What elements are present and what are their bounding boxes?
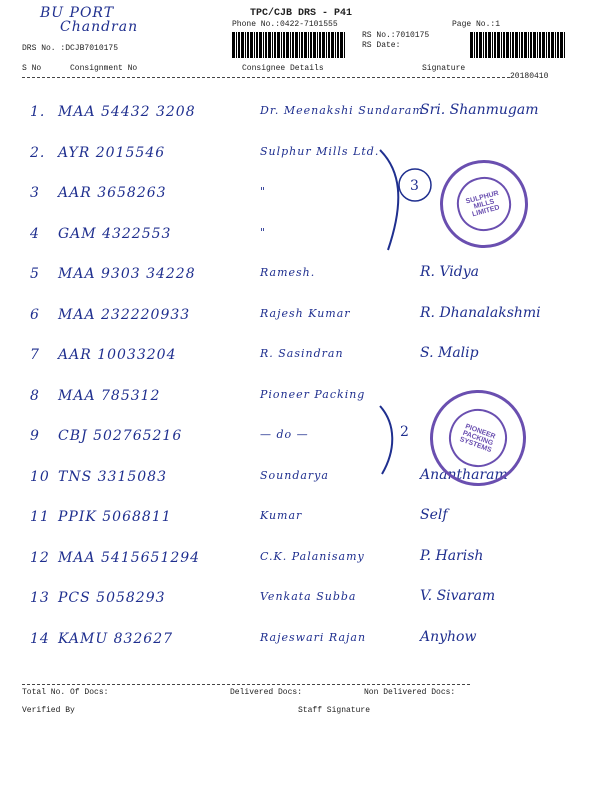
row-serial-number: 11 — [30, 509, 50, 525]
table-row — [0, 339, 600, 379]
handwritten-note-line2: Chandran — [60, 19, 139, 35]
barcode-bar — [519, 32, 520, 58]
barcode-bar — [530, 32, 532, 58]
row-signature: R. Dhanalakshmi — [420, 304, 541, 321]
barcode-bar — [557, 32, 559, 58]
page-number: Page No.:1 — [452, 20, 501, 29]
row-consignment-number: PPIK 5068811 — [58, 509, 172, 525]
barcode-bar — [313, 32, 316, 58]
row-signature: S. Malip — [420, 345, 479, 361]
row-consignment-number: MAA 5415651294 — [58, 549, 201, 566]
row-consignment-number: MAA 785312 — [58, 387, 161, 404]
barcode-bar — [274, 32, 276, 58]
row-serial-number: 7 — [30, 347, 40, 363]
barcode-bar — [283, 32, 285, 58]
barcode-bar — [492, 32, 493, 58]
stamp-text-1: SULPHUR MILLS LIMITED — [464, 189, 501, 218]
barcode-bar — [497, 32, 500, 58]
barcode-bar — [317, 32, 318, 58]
bracket-mark-rows-8-9 — [372, 400, 432, 480]
barcode-bar — [515, 32, 518, 58]
barcode-bar — [510, 32, 511, 58]
barcode-bar — [256, 32, 258, 58]
barcode-bar — [524, 32, 527, 58]
barcode-bar — [335, 32, 336, 58]
row-consignee-details: Venkata Subba — [260, 590, 357, 603]
row-serial-number: 9 — [30, 428, 40, 444]
row-consignee-details: Rajesh Kumar — [260, 306, 351, 320]
total-docs-label: Total No. Of Docs: — [22, 688, 109, 697]
row-serial-number: 10 — [30, 468, 50, 485]
column-header-signature: Signature — [422, 64, 466, 73]
barcode-bar — [286, 32, 289, 58]
non-delivered-docs-label: Non Delivered Docs: — [364, 688, 456, 697]
table-row — [0, 96, 600, 136]
row-serial-number: 2. — [30, 144, 46, 161]
header-divider — [22, 77, 510, 78]
row-consignee-details: Dr. Meenakshi Sundaram — [260, 104, 424, 117]
barcode-bar — [503, 32, 505, 58]
row-consignment-number: PCS 5058293 — [58, 590, 166, 606]
table-row — [0, 582, 600, 622]
handwritten-note-line1: BU PORT — [40, 5, 115, 21]
barcode-bar — [546, 32, 547, 58]
row-consignee-details: — do — — [260, 428, 309, 441]
barcode-bar — [337, 32, 339, 58]
barcode-bar — [542, 32, 545, 58]
row-consignee-details: C.K. Palanisamy — [260, 549, 365, 563]
row-consignee-details: " — [260, 225, 267, 239]
table-row — [0, 501, 600, 541]
barcode-bar — [485, 32, 487, 58]
barcode-bar — [290, 32, 291, 58]
row-serial-number: 6 — [30, 306, 40, 323]
row-serial-number: 12 — [30, 549, 50, 566]
column-header-sno: S No — [22, 64, 42, 73]
barcode-bar — [551, 32, 554, 58]
barcode-bar — [310, 32, 312, 58]
drs-number: DRS No. :DCJB7010175 — [22, 44, 119, 53]
barcode-bar — [238, 32, 240, 58]
row-consignment-number: AAR 10033204 — [58, 347, 177, 363]
barcode-bar — [263, 32, 264, 58]
barcode-bar — [344, 32, 345, 58]
row-serial-number: 4 — [30, 225, 40, 242]
row-consignment-number: MAA 9303 34228 — [58, 266, 196, 282]
barcode-bar — [292, 32, 294, 58]
row-signature: P. Harish — [420, 547, 484, 564]
row-consignee-details: " — [260, 185, 267, 198]
row-consignment-number: CBJ 502765216 — [58, 428, 183, 444]
document-title: TPC/CJB DRS - P41 — [250, 8, 353, 19]
barcode-bar — [259, 32, 262, 58]
row-serial-number: 1. — [30, 104, 46, 120]
barcode-bar — [272, 32, 273, 58]
table-row — [0, 258, 600, 298]
barcode-bar — [331, 32, 334, 58]
barcode-bar — [319, 32, 321, 58]
handwritten-note — [40, 6, 138, 34]
row-consignment-number: AYR 2015546 — [58, 144, 166, 161]
svg-text:3: 3 — [410, 178, 419, 194]
delivered-docs-label: Delivered Docs: — [230, 688, 303, 697]
barcode-bar — [555, 32, 556, 58]
barcode-bar — [476, 32, 478, 58]
footer-divider — [22, 684, 470, 685]
barcode-bar — [326, 32, 327, 58]
barcode-bar — [304, 32, 307, 58]
row-consignment-number: TNS 3315083 — [58, 468, 167, 485]
rs-date: RS Date: — [362, 41, 401, 50]
row-serial-number: 13 — [30, 590, 50, 606]
row-serial-number: 14 — [30, 630, 50, 647]
barcode-bar — [533, 32, 536, 58]
barcode-bar — [512, 32, 514, 58]
row-consignee-details: Sulphur Mills Ltd. — [260, 144, 380, 158]
barcode-bar — [506, 32, 509, 58]
barcode-bar — [470, 32, 473, 58]
table-row — [0, 542, 600, 582]
column-header-date: 20180410 — [510, 72, 549, 81]
barcode-left — [232, 32, 346, 58]
barcode-bar — [501, 32, 502, 58]
row-consignment-number: KAMU 832627 — [58, 630, 174, 647]
barcode-bar — [245, 32, 246, 58]
row-consignee-details: Kumar — [260, 509, 303, 522]
barcode-bar — [328, 32, 330, 58]
table-row — [0, 623, 600, 663]
barcode-bar — [479, 32, 482, 58]
row-consignee-details: Soundarya — [260, 468, 329, 482]
barcode-bar — [232, 32, 235, 58]
verified-by-label: Verified By — [22, 706, 75, 715]
barcode-bar — [521, 32, 523, 58]
row-serial-number: 3 — [30, 185, 40, 201]
barcode-bar — [247, 32, 249, 58]
barcode-bar — [488, 32, 491, 58]
barcode-bar — [254, 32, 255, 58]
column-header-consignee: Consignee Details — [242, 64, 324, 73]
barcode-bar — [322, 32, 325, 58]
barcode-bar — [250, 32, 253, 58]
barcode-bar — [268, 32, 271, 58]
stamp-text-2: PIONEER PACKING SYSTEMS — [458, 422, 497, 454]
row-signature: Anyhow — [420, 628, 477, 645]
barcode-bar — [299, 32, 300, 58]
bracket-mark-rows-2-4 — [370, 140, 440, 260]
barcode-right — [470, 32, 566, 58]
barcode-bar — [483, 32, 484, 58]
row-consignee-details: R. Sasindran — [260, 347, 344, 360]
row-signature: Sri. Shanmugam — [420, 102, 539, 118]
barcode-bar — [474, 32, 475, 58]
barcode-bar — [340, 32, 343, 58]
row-consignment-number: MAA 54432 3208 — [58, 104, 196, 120]
row-consignment-number: AAR 3658263 — [58, 185, 167, 201]
barcode-bar — [539, 32, 541, 58]
staff-signature-label: Staff Signature — [298, 706, 371, 715]
row-consignment-number: GAM 4322553 — [58, 225, 172, 242]
row-signature: Self — [420, 507, 448, 523]
row-serial-number: 5 — [30, 266, 40, 282]
rs-number: RS No.:7010175 — [362, 31, 430, 40]
barcode-bar — [301, 32, 303, 58]
row-signature: R. Vidya — [420, 264, 480, 280]
table-row — [0, 299, 600, 339]
barcode-bar — [548, 32, 550, 58]
row-consignee-details: Rajeswari Rajan — [260, 630, 367, 644]
row-consignee-details: Ramesh. — [260, 266, 316, 279]
row-signature: V. Sivaram — [420, 588, 496, 604]
barcode-bar — [265, 32, 267, 58]
row-consignment-number: MAA 232220933 — [58, 306, 191, 323]
svg-text:2: 2 — [400, 424, 409, 440]
barcode-bar — [295, 32, 298, 58]
column-header-consignment: Consignment No — [70, 64, 138, 73]
phone-number: Phone No.:0422-7101555 — [232, 20, 338, 29]
row-signature: Anantharam — [420, 466, 508, 483]
barcode-bar — [241, 32, 244, 58]
row-consignee-details: Pioneer Packing — [260, 387, 366, 401]
barcode-bar — [236, 32, 237, 58]
barcode-bar — [281, 32, 282, 58]
barcode-bar — [277, 32, 280, 58]
row-serial-number: 8 — [30, 387, 40, 404]
barcode-bar — [494, 32, 496, 58]
barcode-bar — [308, 32, 309, 58]
barcode-bar — [528, 32, 529, 58]
barcode-bar — [537, 32, 538, 58]
barcode-bar — [560, 32, 563, 58]
barcode-bar — [564, 32, 565, 58]
